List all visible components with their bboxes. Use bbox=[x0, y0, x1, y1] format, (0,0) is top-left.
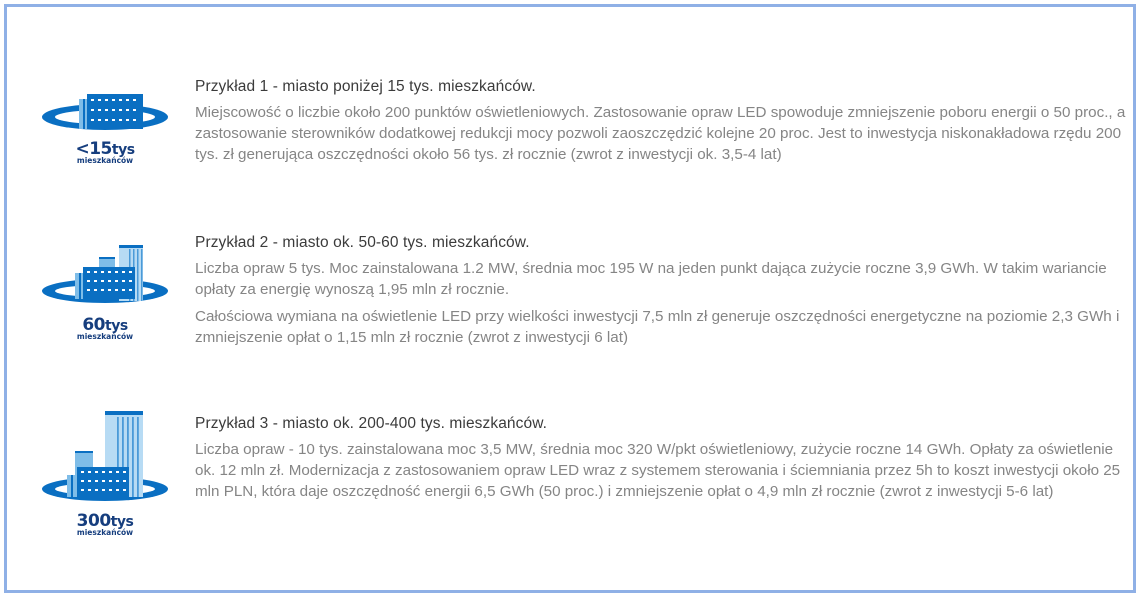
example-paragraph: Miejscowość o liczbie około 200 punktów oświetleniowych. Zastosowanie opraw LED spowoduje zmniejszenie poboru energii o 50 proc., a zastosowanie sterowników dodatkowej redukcji mocy pozwoli zaoszczędzić kolejne 20 proc. Jest to inwestycja niskonakładowa rzędu 200 tys. zł generująca oszczędności około 56 tys. zł rocznie (zwrot z inwestycji ok. 3,5-4 lat) bbox=[195, 104, 1126, 163]
population-label bbox=[35, 315, 175, 341]
example-paragraph: Całościowa wymiana na oświetlenie LED przy wielkości inwestycji 7,5 mln zł generuje oszczędności energetyczne na poziomie 2,3 GWh i zmniejszenie opłat o 1,15 mln zł rocznie (zwrot z inwestycji 6 lat) bbox=[195, 308, 1120, 346]
example-title: Przykład 2 - miasto ok. 50-60 tys. mieszkańców. bbox=[195, 234, 530, 251]
population-caption: mieszkańców bbox=[76, 332, 134, 341]
example-paragraph: Liczba opraw - 10 tys. zainstalowana moc 3,5 MW, średnia moc 320 W/pkt oświetleniowy, zużycie roczne 14 GWh. Opłaty za oświetlenie ok. 12 mln zł. Modernizacja z zastosowaniem opraw LED wraz z systemem sterowania i ściemniania przez 5h to koszt inwestycji około 25 mln PLN, która daje oszczędność energii 6,5 GWh (50 proc.) i zmniejszenie opłat o 4,9 mln zł rocznie (zwrot z inwestycji 5-6 lat) bbox=[195, 441, 1121, 500]
city-medium-icon bbox=[35, 239, 175, 309]
infographic-frame bbox=[4, 4, 1136, 593]
population-number: <15 bbox=[75, 139, 112, 159]
example-3-badge bbox=[35, 403, 175, 537]
population-number: 300 bbox=[76, 511, 111, 531]
population-number: 60 bbox=[82, 315, 105, 335]
population-unit: tys bbox=[105, 318, 128, 334]
city-small-icon bbox=[35, 89, 175, 137]
population-unit: tys bbox=[111, 142, 135, 158]
population-label bbox=[35, 139, 175, 165]
example-paragraph: Liczba opraw 5 tys. Moc zainstalowana 1.2 MW, średnia moc 195 W na jeden punkt dająca zużycie roczne 3,9 GWh. W takim wariancie opłaty za energię wynoszą 1,95 mln zł rocznie. bbox=[195, 260, 1107, 298]
city-large-icon bbox=[35, 403, 175, 507]
example-2-badge bbox=[35, 239, 175, 341]
population-caption: mieszkańców bbox=[76, 528, 134, 537]
example-title: Przykład 3 - miasto ok. 200-400 tys. mieszkańców. bbox=[195, 415, 548, 432]
example-1-text bbox=[195, 78, 1130, 171]
population-caption: mieszkańców bbox=[76, 156, 134, 165]
example-title: Przykład 1 - miasto poniżej 15 tys. mieszkańców. bbox=[195, 78, 536, 95]
population-unit: tys bbox=[110, 514, 134, 530]
example-3-text bbox=[195, 415, 1130, 508]
example-2-text bbox=[195, 234, 1130, 354]
population-label bbox=[35, 511, 175, 537]
example-1-badge bbox=[35, 89, 175, 165]
